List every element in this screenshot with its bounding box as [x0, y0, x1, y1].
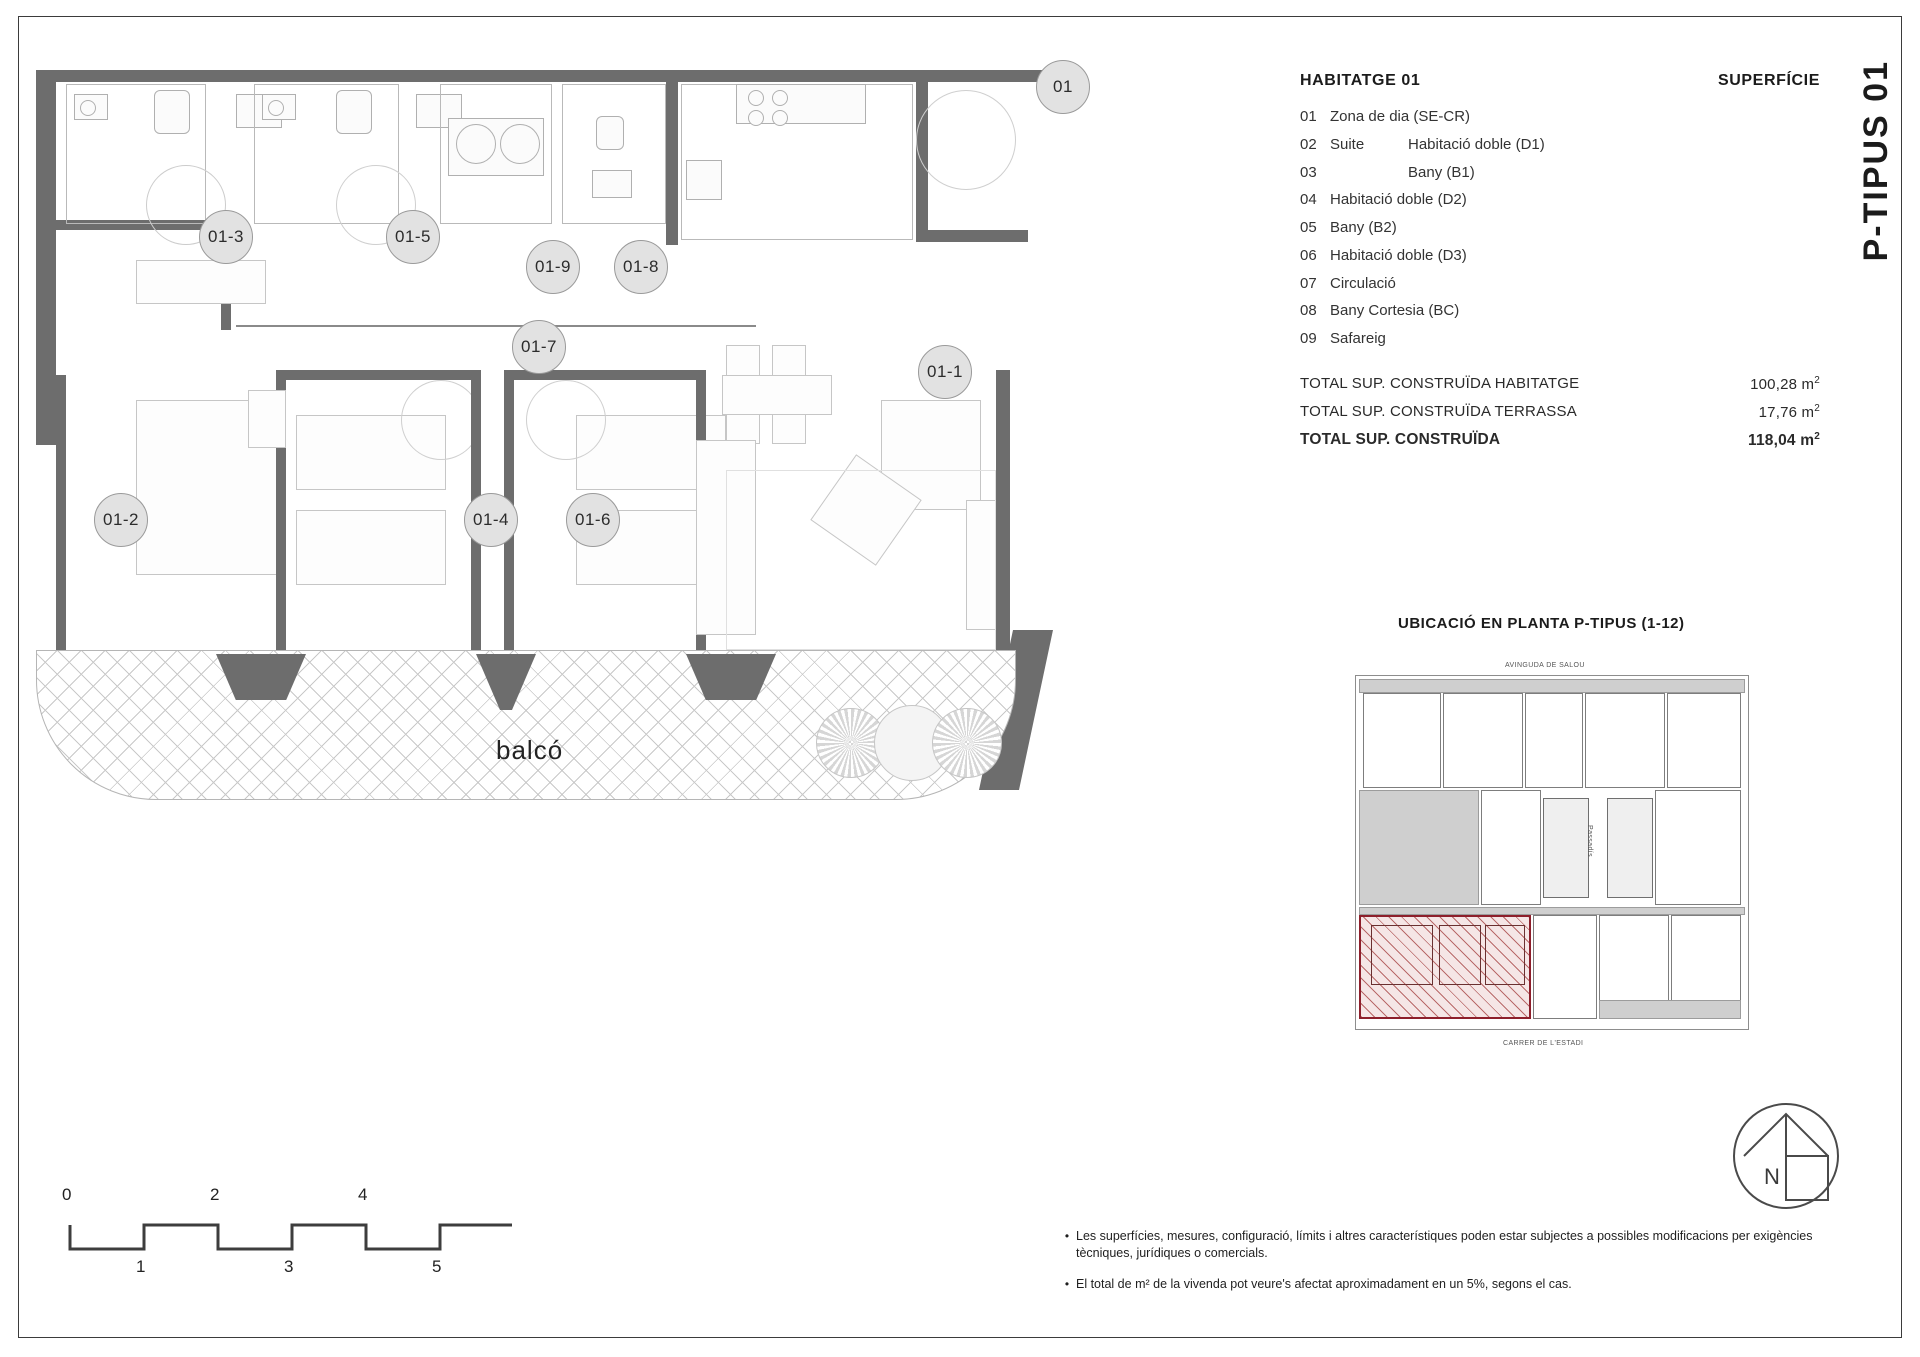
wardrobe-suite [136, 260, 266, 304]
dining-table [722, 375, 832, 415]
legend-number: 03 [1300, 163, 1317, 181]
tree-3 [932, 708, 1002, 778]
tag-room-01-4: 01-4 [464, 493, 518, 547]
dining-chair-4 [772, 410, 806, 444]
totals-block [1300, 375, 1820, 450]
total-value: 118,04 $m^2$ [1747, 430, 1820, 449]
tag-unit-01: 01 [1036, 60, 1090, 114]
legend-item [1300, 275, 1820, 294]
keyplan-unit-h [1533, 915, 1597, 1019]
keyplan-hl-room-a [1371, 925, 1433, 985]
legend-number: 06 [1300, 246, 1317, 264]
keyplan-side-label: Passadís [1586, 825, 1593, 857]
basin-01-5 [268, 100, 284, 116]
legend-label: Habitació doble (D1) [1408, 135, 1545, 153]
legend-label: Bany (B2) [1330, 219, 1397, 236]
tag-room-01-6: 01-6 [566, 493, 620, 547]
legend-number: 01 [1300, 108, 1317, 125]
door-swing-d2 [401, 380, 481, 460]
legend-sublabel: Suite [1330, 135, 1365, 153]
note-item [1058, 1228, 1858, 1262]
keyplan-mid-divider [1359, 907, 1745, 915]
tag-room-01-8: 01-8 [614, 240, 668, 294]
keyplan-title: UBICACIÓ EN PLANTA P-TIPUS (1-12) [1398, 615, 1685, 632]
legend-label: Bany (B1) [1408, 163, 1475, 181]
scale-label-2: 2 [210, 1185, 220, 1204]
burner-4 [772, 110, 788, 126]
dining-chair-1 [726, 345, 760, 379]
legend-label: Habitació doble (D3) [1330, 246, 1467, 264]
keyplan-unit-g [1655, 790, 1741, 905]
tag-room-01-1: 01-1 [918, 345, 972, 399]
keyplan-unit-c [1525, 693, 1583, 788]
superficie-header: SUPERFÍCIE [1717, 72, 1820, 89]
keyplan-top-edge [1359, 679, 1745, 693]
bullet-icon: • [1064, 1229, 1070, 1243]
scale-label-3: 3 [284, 1257, 294, 1276]
note-text: Les superfícies, mesures, configuració, límits i altres característiques poden estar subjectes a possibles modificacions per exigències tècniques, jurídiques o comercials. [1076, 1229, 1813, 1260]
keyplan-hl-room-c [1485, 925, 1525, 985]
note-text: El total de m² de la vivenda pot veure's afectat aproximadament en un 5%, segons el cas. [1076, 1276, 1572, 1291]
tag-room-01-9: 01-9 [526, 240, 580, 294]
toilet-01-8 [596, 116, 624, 150]
burner-3 [748, 110, 764, 126]
keyplan-unit-d [1585, 693, 1665, 788]
keyplan-street-bottom: CARRER DE L'ESTADI [1503, 1040, 1584, 1047]
total-row [1300, 403, 1820, 421]
keyplan-highlight-unit-01[interactable] [1359, 915, 1531, 1019]
scale-label-5: 5 [432, 1257, 442, 1276]
note-item [1058, 1276, 1858, 1293]
legend-label: Habitació doble (D2) [1330, 191, 1467, 209]
wall-interior-vertical [666, 70, 678, 245]
total-label: TOTAL SUP. CONSTRUÏDA [1300, 430, 1501, 448]
total-value: 17,76 $m^2$ [1758, 402, 1820, 421]
burner-1 [748, 90, 764, 106]
notes-block [1058, 1228, 1858, 1307]
floor-plan [36, 70, 1286, 900]
legend-number: 09 [1300, 330, 1317, 347]
sheet-vertical-title: P-TIPUS 01 [1857, 60, 1895, 262]
door-swing-d3 [526, 380, 606, 460]
keyplan-core-left [1543, 798, 1589, 898]
keyplan-unit-b [1443, 693, 1523, 788]
keyplan-unit-a [1363, 693, 1441, 788]
corridor-edge [236, 325, 756, 327]
burner-2 [772, 90, 788, 106]
total-label: TOTAL SUP. CONSTRUÏDA TERRASSA [1300, 402, 1577, 420]
wall-d2-top [276, 370, 476, 380]
wall-top [36, 70, 1056, 82]
dryer [500, 124, 540, 164]
legend-item [1300, 330, 1820, 349]
bed-d2-b [296, 510, 446, 585]
legend-number: 08 [1300, 302, 1317, 320]
fridge [686, 160, 722, 200]
total-label: TOTAL SUP. CONSTRUÏDA HABITATGE [1300, 374, 1580, 392]
tag-room-01-2: 01-2 [94, 493, 148, 547]
svg-text:N: N [1764, 1164, 1780, 1189]
keyplan-street-top: AVINGUDA DE SALOU [1505, 662, 1585, 669]
legend-label: Circulació [1330, 274, 1396, 292]
scale-label-1: 1 [136, 1257, 146, 1276]
bullet-icon: • [1064, 1276, 1070, 1291]
tag-room-01-5: 01-5 [386, 210, 440, 264]
closet-d2 [248, 390, 286, 448]
scale-label-4: 4 [358, 1185, 368, 1204]
sink-01-8 [592, 170, 632, 198]
keyplan-unit-f [1481, 790, 1541, 905]
scale-bar [62, 1185, 512, 1295]
keyplan-core-right [1607, 798, 1653, 898]
scale-label-0: 0 [62, 1185, 72, 1204]
living-rug [726, 470, 996, 650]
total-row [1300, 375, 1820, 393]
legend-label: Safareig [1330, 330, 1386, 347]
legend-label: Bany Cortesia (BC) [1330, 302, 1460, 320]
wall-right [996, 370, 1010, 660]
dining-chair-2 [772, 345, 806, 379]
legend-sublabel [1330, 164, 1408, 183]
legend-item [1300, 302, 1820, 321]
legend-number: 04 [1300, 191, 1317, 209]
info-header [1300, 72, 1820, 90]
room-bany-cortesia [562, 84, 666, 224]
tag-room-01-3: 01-3 [199, 210, 253, 264]
legend-label: Zona de dia (SE-CR) [1330, 108, 1471, 125]
legend-item [1300, 191, 1820, 210]
legend-number: 05 [1300, 219, 1317, 236]
legend-item [1300, 136, 1820, 155]
keyplan-bottom-terrace [1599, 1000, 1741, 1019]
legend-number: 07 [1300, 274, 1317, 292]
legend-item [1300, 247, 1820, 266]
dining-chair-3 [726, 410, 760, 444]
total-row-grand [1300, 431, 1820, 450]
basin-01-3 [80, 100, 96, 116]
legend-item [1300, 219, 1820, 238]
toilet-01-3 [154, 90, 190, 134]
toilet-01-5 [336, 90, 372, 134]
keyplan-unit-e [1667, 693, 1741, 788]
info-panel [1300, 72, 1820, 460]
tag-room-01-7: 01-7 [512, 320, 566, 374]
wall-suite-left [56, 375, 66, 650]
wall-left [36, 70, 56, 445]
legend-list [1300, 108, 1820, 349]
balcony-label: balcó [496, 735, 564, 765]
wall-entry [916, 230, 1028, 242]
entry-door-swing [916, 90, 1016, 190]
keyplan-hl-room-b [1439, 925, 1481, 985]
legend-item [1300, 164, 1820, 183]
keyplan [1355, 650, 1755, 1070]
balcony [36, 650, 1286, 825]
total-value: 100,28 $m^2$ [1750, 374, 1820, 393]
washer [456, 124, 496, 164]
legend-item [1300, 108, 1820, 127]
north-symbol [1726, 1096, 1846, 1216]
habitatge-title: HABITATGE 01 [1300, 72, 1421, 89]
legend-number: 02 [1300, 135, 1317, 153]
keyplan-terrace-left [1359, 790, 1479, 905]
north-arrow-icon [1726, 1096, 1846, 1216]
